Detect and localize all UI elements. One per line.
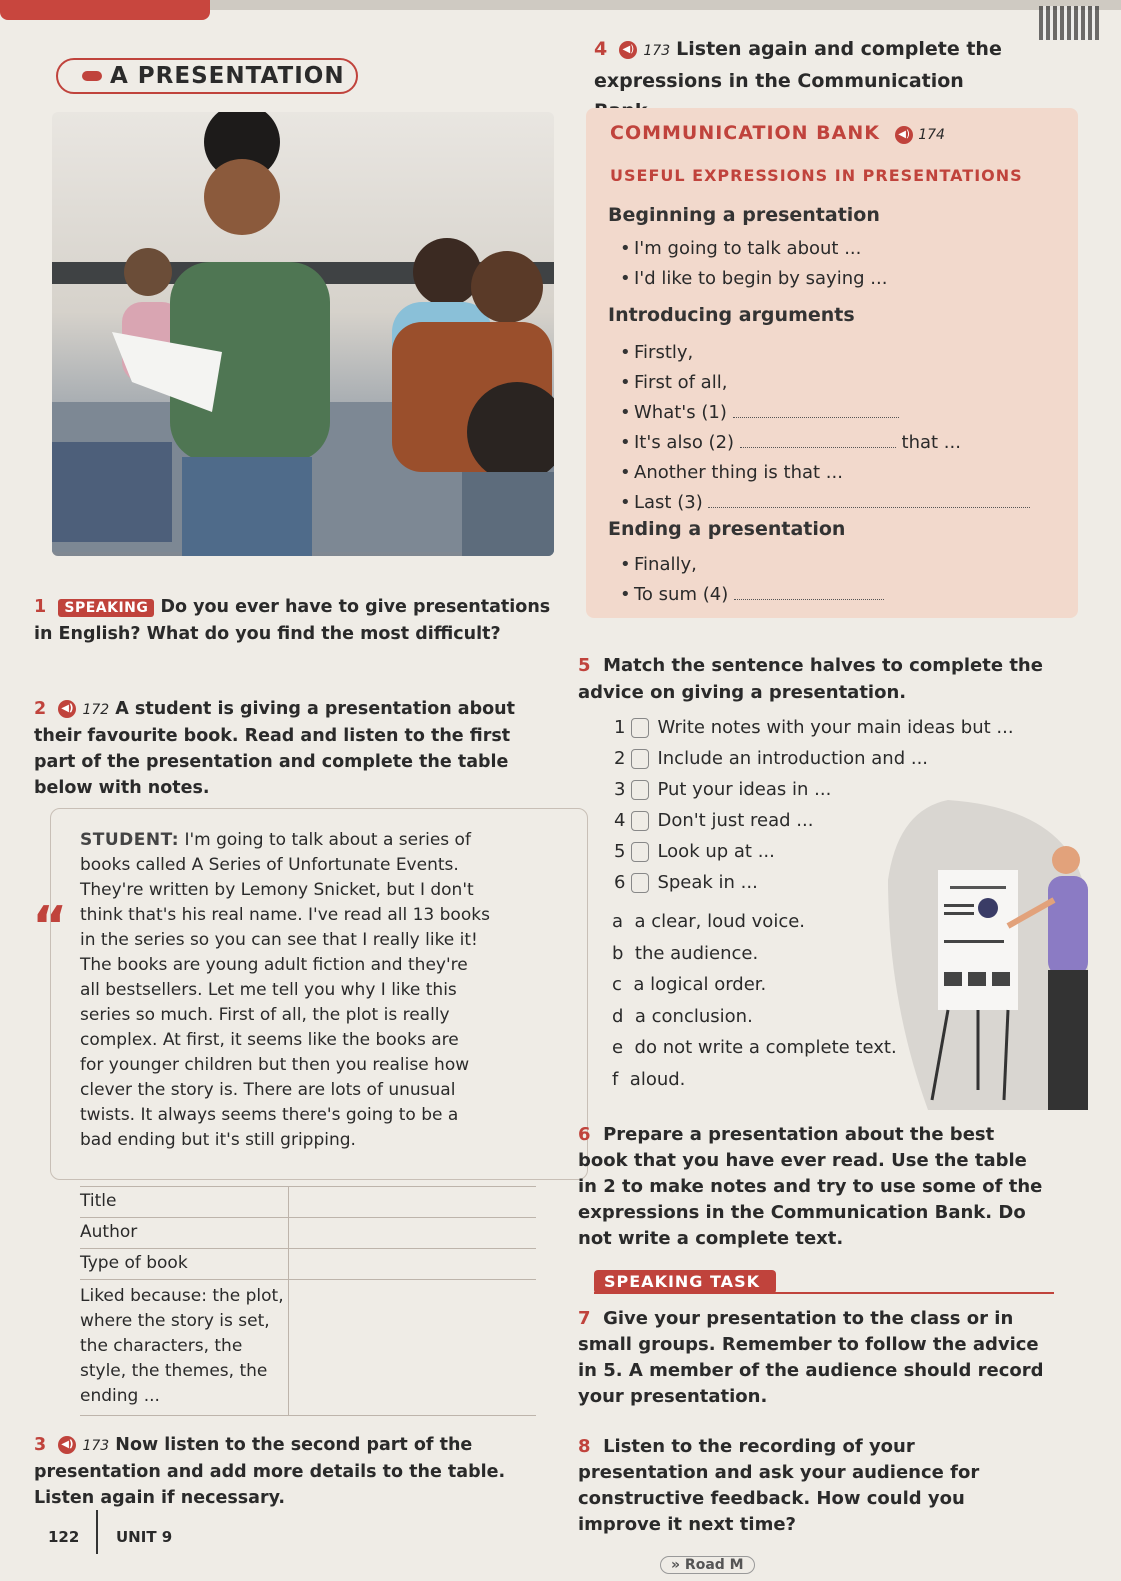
presenter-easel-icon bbox=[888, 800, 1088, 1110]
exercise-number: 4 bbox=[594, 38, 608, 60]
bank-expression: • Last (3) bbox=[634, 488, 1074, 518]
audio-track-number: 173 bbox=[82, 1438, 110, 1454]
table-cell-input[interactable] bbox=[289, 1280, 536, 1416]
communication-bank bbox=[586, 108, 1078, 618]
exercise-text: Now listen to the second part of the presentation and add more details to the table. Listen again if necessary. bbox=[34, 1435, 506, 1508]
table-cell-input[interactable] bbox=[289, 1249, 536, 1280]
bank-heading-arguments: Introducing arguments bbox=[608, 304, 855, 326]
exercise-text: Listen to the recording of your presentation and ask your audience for constructive feedback. How could you improve it next time? bbox=[578, 1436, 980, 1535]
chevron-right-icon: » bbox=[671, 1557, 681, 1573]
match-option: c a logical order. bbox=[612, 974, 767, 995]
presentation-transcript: STUDENT: I'm going to talk about a series of books called A Series of Unfortunate Events. They're written by Lemony Snicket, but I don't think that's his real name. I've read all 13 books in the series so you can see that I really like it! The books are young adult fiction and they're all bestsellers. Let me tell you why I like this series so much. First of all, the plot is really complex. At first, it seems like the books are for younger children but then you realise how clever the story is. There are lots of unusual twists. It always seems there's going to be a bad ending but it's still gripping. bbox=[80, 830, 490, 1150]
match-option: f aloud. bbox=[612, 1068, 686, 1090]
match-item: 6 Speak in ... bbox=[614, 872, 758, 893]
exercise-text: A student is giving a presentation about their favourite book. Read and listen to the first part of the presentation and complete the table below with notes. bbox=[34, 699, 515, 798]
bank-title-row bbox=[610, 122, 945, 144]
classroom-photo bbox=[52, 112, 554, 556]
exercise-2: 2 ◀) 172 A student is giving a presentation about their favourite book. Read and listen to the first part of the presentation and complete the table below with notes. bbox=[34, 699, 515, 798]
exercise-1: 1 SPEAKING Do you ever have to give presentations in English? What do you find the most difficult? bbox=[34, 597, 551, 644]
match-option: b the audience. bbox=[612, 942, 759, 964]
bank-expression: • I'd like to begin by saying ... bbox=[634, 264, 887, 294]
match-item: 3 Put your ideas in ... bbox=[614, 779, 832, 800]
notes-table bbox=[80, 1186, 536, 1416]
match-option: d a conclusion. bbox=[612, 1005, 753, 1027]
blank-1[interactable] bbox=[733, 401, 899, 418]
exercise-5: 5 Match the sentence halves to complete the advice on giving a presentation. bbox=[578, 655, 1043, 703]
bank-heading-ending: Ending a presentation bbox=[608, 518, 846, 540]
bank-list-arguments bbox=[608, 338, 1074, 518]
exercise-text: Listen again and complete the expressions in the Communication bbox=[594, 38, 1002, 92]
audio-icon[interactable]: ◀) bbox=[619, 41, 637, 59]
speaking-tag: SPEAKING bbox=[58, 599, 154, 617]
exercise-text: Give your presentation to the class or in small groups. Remember to follow the advice in 5. A member of the audience should record your presentation. bbox=[578, 1308, 1044, 1407]
table-cell-input[interactable] bbox=[289, 1187, 536, 1218]
exercise-7: 7 Give your presentation to the class or in small groups. Remember to follow the advice in 5. A member of the audience should record your presentation. bbox=[578, 1308, 1044, 1407]
audio-icon[interactable]: ◀) bbox=[58, 700, 76, 718]
speaking-task-tab: SPEAKING TASK bbox=[594, 1270, 776, 1294]
presenter-illustration bbox=[888, 800, 1088, 1110]
match-item: 2 Include an introduction and ... bbox=[614, 748, 929, 769]
match-item: 1 Write notes with your main ideas but ... bbox=[614, 717, 1014, 738]
bank-expression: • To sum (4) bbox=[634, 580, 1074, 610]
match-options bbox=[612, 906, 912, 1095]
qr-code-icon bbox=[1039, 6, 1099, 40]
exercise-text: Do you ever have to give presentations in English? What do you find the most difficult? bbox=[34, 597, 551, 644]
bank-expression: • Firstly, bbox=[634, 338, 1074, 368]
table-cell-input[interactable] bbox=[289, 1218, 536, 1249]
bank-heading-beginning: Beginning a presentation bbox=[608, 204, 880, 226]
exercise-8: 8 Listen to the recording of your presentation and ask your audience for constructive feedback. How could you improve it next time? bbox=[578, 1436, 980, 1535]
quote-mark-icon: “ bbox=[32, 895, 68, 958]
table-row: Liked because: the plot, where the story is set, the characters, the style, the themes, the ending ... bbox=[80, 1280, 536, 1416]
exercise-3: 3 ◀) 173 Now listen to the second part of the presentation and add more details to the table. Listen again if necessary. bbox=[34, 1435, 506, 1508]
exercise-text: Match the sentence halves to complete the advice on giving a presentation. bbox=[578, 655, 1043, 703]
speaker-label: STUDENT: bbox=[80, 830, 180, 850]
answer-box[interactable] bbox=[631, 718, 649, 738]
audio-icon[interactable]: ◀) bbox=[58, 1436, 76, 1454]
answer-box[interactable] bbox=[631, 873, 649, 893]
bank-subtitle: USEFUL EXPRESSIONS IN PRESENTATIONS bbox=[610, 166, 1023, 185]
answer-box[interactable] bbox=[631, 780, 649, 800]
bank-title: COMMUNICATION BANK bbox=[610, 122, 880, 144]
blank-3[interactable] bbox=[708, 491, 1030, 508]
table-row: Title bbox=[80, 1187, 536, 1218]
pill-dot-icon bbox=[82, 71, 102, 81]
answer-box[interactable] bbox=[631, 811, 649, 831]
answer-box[interactable] bbox=[631, 749, 649, 769]
bank-expression: • I'm going to talk about ... bbox=[634, 234, 887, 264]
audio-track-number: 172 bbox=[82, 702, 110, 718]
bank-expression: • First of all, bbox=[634, 368, 1074, 398]
exercise-6: 6 Prepare a presentation about the best book that you have ever read. Use the table in 2 to make notes and try to use some of the expressions in the Communication Bank. Do not write a complete text. bbox=[578, 1124, 1043, 1249]
audio-icon[interactable]: ◀) bbox=[895, 126, 913, 144]
section-title: A PRESENTATION bbox=[56, 58, 358, 94]
road-map-link[interactable]: » Road M bbox=[660, 1556, 755, 1574]
exercise-text: Prepare a presentation about the best book that you have ever read. Use the table in 2 to make notes and try to use some of the expressions in the Communication Bank. Do not write a complete text. bbox=[578, 1124, 1043, 1249]
footer-divider bbox=[96, 1510, 98, 1554]
match-option: e do not write a complete text. bbox=[612, 1037, 897, 1058]
unit-label: UNIT 9 bbox=[116, 1528, 173, 1546]
answer-box[interactable] bbox=[631, 842, 649, 862]
bank-expression: • What's (1) bbox=[634, 398, 1074, 428]
classroom-illustration bbox=[52, 112, 554, 556]
blank-2[interactable] bbox=[740, 431, 896, 448]
bank-expression: • It's also (2) that ... bbox=[634, 428, 1074, 458]
table-row: Type of book bbox=[80, 1249, 536, 1280]
match-option: a a clear, loud voice. bbox=[612, 911, 806, 932]
bank-list-beginning bbox=[608, 234, 887, 294]
page-number: 122 bbox=[48, 1528, 80, 1546]
match-item: 5 Look up at ... bbox=[614, 841, 775, 862]
top-red-tab bbox=[0, 0, 210, 20]
bank-expression: • Finally, bbox=[634, 550, 1074, 580]
blank-4[interactable] bbox=[734, 583, 884, 600]
audio-track-number: 173 bbox=[643, 43, 671, 59]
table-row: Author bbox=[80, 1218, 536, 1249]
bank-list-ending bbox=[608, 550, 1074, 610]
match-item: 4 Don't just read ... bbox=[614, 810, 814, 831]
audio-track-number: 174 bbox=[918, 127, 945, 143]
bank-expression: • Another thing is that ... bbox=[634, 458, 1074, 488]
